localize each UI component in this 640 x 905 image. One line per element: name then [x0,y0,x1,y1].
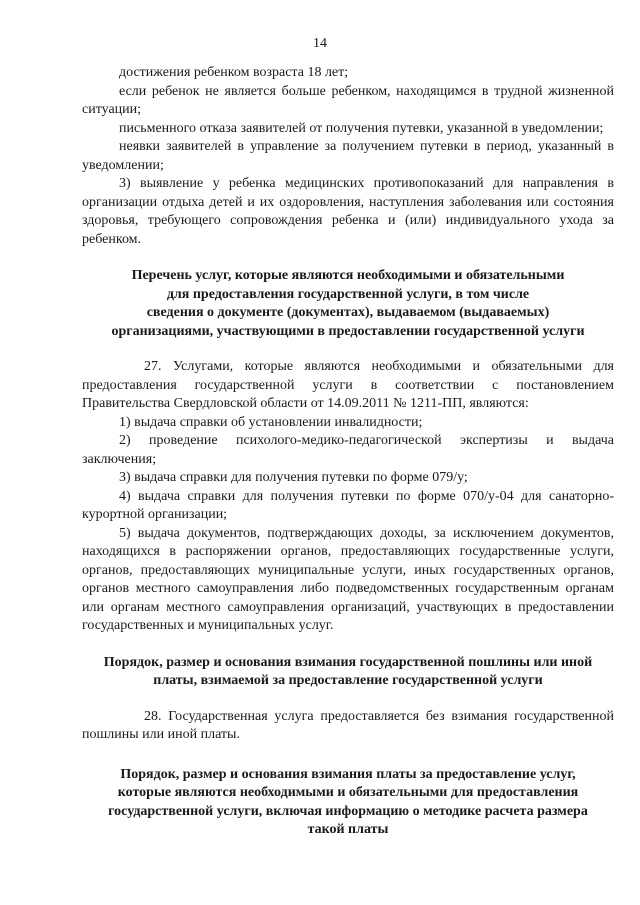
intro-item-2: если ребенок не является больше ребенком, находящимся в трудной жизненной ситуации; [82,83,614,117]
intro-item-4: неявки заявителей в управление за получением путевки в период, указанный в уведомлении; [82,139,614,173]
heading-line: сведения о документе (документах), выдаваемом (выдаваемых) [146,305,550,320]
heading-line: для предоставления государственной услуги, в том числе [166,286,530,302]
section-heading-duty [82,654,614,691]
spacer [82,691,614,708]
heading-line: такой платы [307,822,389,837]
heading-line: платы, взимаемой за предоставление государственной услуги [153,673,543,688]
service-item-5: 5) выдача документов, подтверждающих доходы, за исключением документов, находящихся в распоряжении органов, предоставляющих государственные услуги, органов, предоставляющих муниципальные услуги, иных государственных органов, органов местного самоуправления либо подведомственных государственным органам или органам местного самоуправления организаций, участвующих в предоставлении государственных и муниципальных услуг. [82,525,614,633]
heading-line: которые являются необходимыми и обязательными для предоставления [117,785,579,800]
spacer [82,745,614,766]
service-item-2: 2) проведение психолого-медико-педагогической экспертизы и выдача заключения; [82,433,614,467]
paragraph-27: 27. Услугами, которые являются необходимыми и обязательными для предоставления государственной услуги в соответствии с постановлением Правительства Свердловской области от 14.09.2011 № 1211-ПП, являются: [82,359,614,411]
service-item-4: 4) выдача справки для получения путевки по форме 070/у-04 для санаторно-курортной организации; [82,488,614,522]
section-heading-fees [82,766,614,840]
paragraph-28: 28. Государственная услуга предоставляется без взимания государственной пошлины или иной платы. [82,708,614,742]
spacer [82,636,614,654]
service-item-3: 3) выдача справки для получения путевки по форме 079/у; [119,470,468,485]
spacer [82,341,614,358]
intro-item-3: письменного отказа заявителей от получения путевки, указанной в уведомлении; [119,120,604,136]
intro-item-1: достижения ребенком возраста 18 лет; [119,65,349,80]
intro-item-5: 3) выявление у ребенка медицинских противопоказаний для направления в организации отдыха детей и их оздоровления, наступления заболевания или состояния здоровья, требующего сопровождения ребенка и (или) индивидуального ухода за ребенком. [82,176,614,247]
heading-line: Порядок, размер и основания взимания государственной пошлины или иной [103,654,593,670]
section-heading-services [82,267,614,341]
heading-line: организациями, участвующими в предоставлении государственной услуги [111,323,585,339]
page-content [82,64,614,840]
heading-line: Порядок, размер и основания взимания платы за предоставление услуг, [120,766,576,782]
heading-line: государственной услуги, включая информацию о методике расчета размера [108,803,588,819]
service-item-1: 1) выдача справки об установлении инвалидности; [119,414,423,430]
spacer [82,249,614,267]
heading-line: Перечень услуг, которые являются необходимыми и обязательными [131,268,565,283]
page-number: 14 [313,36,327,51]
